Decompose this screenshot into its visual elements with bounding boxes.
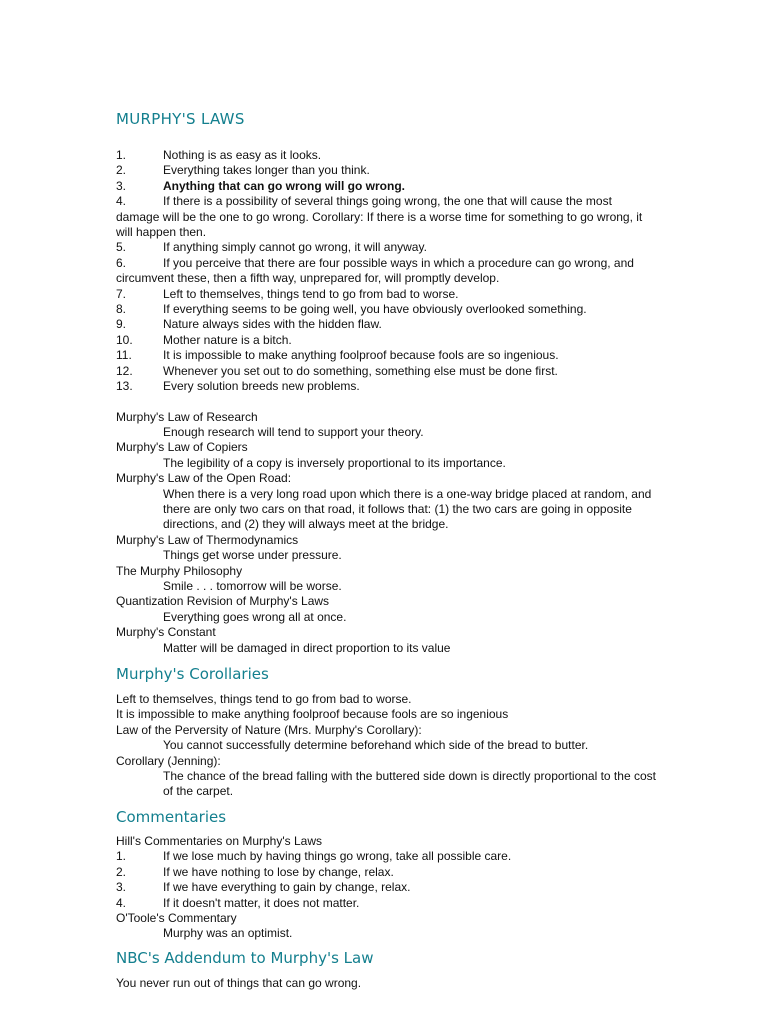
named-law-title: The Murphy Philosophy xyxy=(116,563,243,578)
item-text: Everything takes longer than you think. xyxy=(163,163,370,178)
item-number: 1. xyxy=(116,148,127,162)
corollaries-section xyxy=(116,692,656,800)
corollary-line: Left to themselves, things tend to go from bad to worse. xyxy=(116,692,412,706)
list-item xyxy=(116,302,656,317)
list-item xyxy=(116,348,656,363)
named-law-title: Murphy's Law of Copiers xyxy=(116,440,248,455)
named-law-text: When there is a very long road upon which there is a one-way bridge placed at random, and there are only two cars on that road, it follows that: (1) the two cars are going in opposite directions, and (2) they will always meet at the bridge. xyxy=(163,486,652,532)
list-item xyxy=(116,179,656,194)
item-number: 8. xyxy=(116,302,127,317)
list-item xyxy=(116,896,656,911)
item-text: If there is a possibility of several things going wrong, the one that will cause the most damage will be the one to go wrong. Corollary: If there is a worse time for something to go wrong, it will happen then. xyxy=(116,194,643,240)
named-law-text: Enough research will tend to support your theory. xyxy=(163,424,424,439)
named-law-title: Quantization Revision of Murphy's Laws xyxy=(116,594,330,609)
commentary-text: Murphy was an optimist. xyxy=(163,926,293,941)
item-text: Mother nature is a bitch. xyxy=(163,332,292,347)
named-law-title: Murphy's Constant xyxy=(116,625,216,640)
list-item xyxy=(116,163,656,178)
item-number: 11. xyxy=(116,348,132,363)
named-law-text: The legibility of a copy is inversely proportional to its importance. xyxy=(163,455,506,470)
laws-list xyxy=(116,148,656,656)
item-number: 12. xyxy=(116,363,133,378)
item-number: 6. xyxy=(116,255,127,270)
named-law-title: Murphy's Law of Thermodynamics xyxy=(116,532,299,547)
item-number: 1. xyxy=(116,849,127,864)
corollary-text: The chance of the bread falling with the buttered side down is directly proportional to the cost of the carpet. xyxy=(163,769,656,799)
corollary-line: It is impossible to make anything foolproof because fools are so ingenious xyxy=(116,707,509,722)
item-number: 3. xyxy=(116,178,127,193)
item-text: If you perceive that there are four possible ways in which a procedure can go wrong, and circumvent these, then a fifth way, unprepared for, will promptly develop. xyxy=(116,255,634,286)
item-number: 3. xyxy=(116,880,127,895)
list-item xyxy=(116,240,656,255)
item-text: Anything that can go wrong will go wrong. xyxy=(163,178,405,193)
item-number: 2. xyxy=(116,864,127,879)
item-text: If anything simply cannot go wrong, it will anyway. xyxy=(163,240,427,255)
commentary-title: O'Toole's Commentary xyxy=(116,911,237,926)
item-text: If we have nothing to lose by change, relax. xyxy=(163,864,394,879)
named-law-text: Smile . . . tomorrow will be worse. xyxy=(163,578,342,593)
list-item xyxy=(116,194,656,240)
item-text: Whenever you set out to do something, something else must be done first. xyxy=(163,363,558,378)
commentary-title: Hill's Commentaries on Murphy's Laws xyxy=(116,834,322,848)
item-text: If it doesn't matter, it does not matter. xyxy=(163,895,360,910)
corollaries-heading: Murphy's Corollaries xyxy=(116,665,269,683)
item-number: 9. xyxy=(116,317,127,332)
item-number: 10. xyxy=(116,332,133,347)
list-item xyxy=(116,287,656,302)
item-number: 4. xyxy=(116,895,127,910)
list-item xyxy=(116,364,656,379)
list-item xyxy=(116,333,656,348)
item-number: 13. xyxy=(116,379,133,394)
list-item xyxy=(116,865,656,880)
item-number: 7. xyxy=(116,286,127,301)
item-text: If everything seems to be going well, you have obviously overlooked something. xyxy=(163,302,587,317)
corollary-title: Law of the Perversity of Nature (Mrs. Murphy's Corollary): xyxy=(116,722,422,737)
commentaries-heading: Commentaries xyxy=(116,808,227,826)
nbc-heading: NBC's Addendum to Murphy's Law xyxy=(116,949,374,967)
item-number: 4. xyxy=(116,194,127,209)
nbc-text: You never run out of things that can go wrong. xyxy=(116,976,362,990)
list-item xyxy=(116,256,656,287)
item-text: Nothing is as easy as it looks. xyxy=(163,148,322,162)
item-text: Left to themselves, things tend to go from bad to worse. xyxy=(163,286,459,301)
named-law-text: Everything goes wrong all at once. xyxy=(163,609,347,624)
named-law-text: Things get worse under pressure. xyxy=(163,548,342,563)
corollary-text: You cannot successfully determine beforehand which side of the bread to butter. xyxy=(163,738,589,753)
item-text: Nature always sides with the hidden flaw. xyxy=(163,317,382,332)
page-title: MURPHY'S LAWS xyxy=(116,110,245,128)
item-number: 2. xyxy=(116,163,127,178)
list-item xyxy=(116,317,656,332)
named-law-text: Matter will be damaged in direct proportion to its value xyxy=(163,640,451,655)
list-item xyxy=(116,849,656,864)
named-law-title: Murphy's Law of Research xyxy=(116,409,258,424)
list-item xyxy=(116,148,656,163)
item-number: 5. xyxy=(116,240,127,255)
item-text: Every solution breeds new problems. xyxy=(163,379,360,394)
item-text: If we lose much by having things go wrong, take all possible care. xyxy=(163,849,512,864)
named-law-title: Murphy's Law of the Open Road: xyxy=(116,471,292,486)
list-item xyxy=(116,880,656,895)
item-text: It is impossible to make anything foolproof because fools are so ingenious. xyxy=(163,348,559,363)
list-item xyxy=(116,379,656,394)
commentaries-section xyxy=(116,834,656,942)
nbc-section xyxy=(116,976,656,991)
corollary-title: Corollary (Jenning): xyxy=(116,753,221,768)
item-text: If we have everything to gain by change, relax. xyxy=(163,880,411,895)
